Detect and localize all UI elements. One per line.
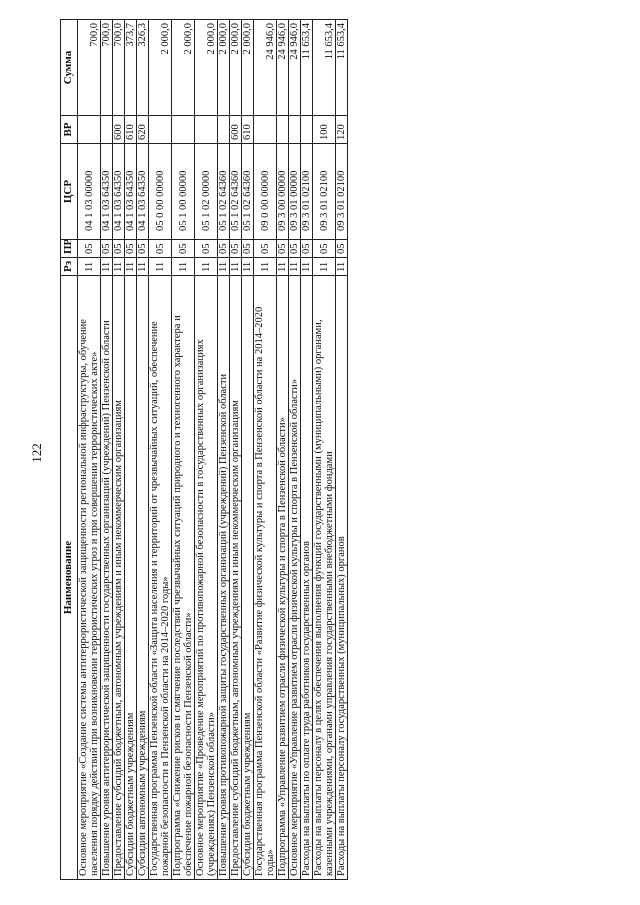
cell-sum: 24 946,0 <box>289 20 301 116</box>
cell-pr: 05 <box>313 240 336 258</box>
page-number: 122 <box>29 443 44 463</box>
cell-rz: 11 <box>78 258 101 276</box>
budget-table-wrapper <box>60 20 640 880</box>
cell-sum: 700,0 <box>78 20 101 116</box>
cell-pr: 05 <box>172 240 195 258</box>
cell-rz: 11 <box>113 258 125 276</box>
cell-name: Повышение уровня противопожарной защиты государственных организаций (учреждений) Пензенской области <box>218 276 230 880</box>
cell-csr: 05 1 02 64360 <box>230 144 242 240</box>
cell-rz: 11 <box>137 258 149 276</box>
cell-name: Основное мероприятие «Создание системы антитеррористической защищенности региональной инфраструктуры, обучение населения порядку действий при возникновении террористических угроз и при совершении террористических акте» <box>78 276 101 880</box>
cell-vr <box>195 116 218 144</box>
cell-vr: 600 <box>230 116 242 144</box>
cell-rz: 11 <box>230 258 242 276</box>
cell-pr: 05 <box>125 240 137 258</box>
header-rz: Рз <box>61 258 78 276</box>
cell-sum: 326,3 <box>137 20 149 116</box>
cell-name: Подпрограмма «Управление развитием отрасли физической культуры и спорта в Пензенской области» <box>277 276 289 880</box>
table-row <box>101 20 113 880</box>
cell-vr <box>289 116 301 144</box>
cell-name: Субсидии бюджетным учреждениям <box>125 276 137 880</box>
cell-sum: 2 000,0 <box>218 20 230 116</box>
cell-csr: 09 3 01 02100 <box>313 144 336 240</box>
cell-csr: 04 1 03 64350 <box>113 144 125 240</box>
cell-vr: 610 <box>125 116 137 144</box>
cell-csr: 09 0 00 00000 <box>254 144 277 240</box>
cell-vr <box>101 116 113 144</box>
cell-sum: 2 000,0 <box>242 20 254 116</box>
table-row <box>230 20 242 880</box>
cell-vr <box>149 116 172 144</box>
cell-csr: 09 3 01 00000 <box>289 144 301 240</box>
cell-rz: 11 <box>195 258 218 276</box>
cell-name: Основное мероприятие «Проведение мероприятий по противопожарной безопасности в государственных организациях (учреждениях) Пензенской области» <box>195 276 218 880</box>
cell-pr: 05 <box>218 240 230 258</box>
cell-csr: 05 1 02 00000 <box>195 144 218 240</box>
table-row <box>78 20 101 880</box>
cell-rz: 11 <box>289 258 301 276</box>
cell-rz: 11 <box>254 258 277 276</box>
cell-vr: 620 <box>137 116 149 144</box>
cell-name: Государственная программа Пензенской области «Развитие физической культуры и спорта в Пензенской области на 2014–2020 годы» <box>254 276 277 880</box>
cell-pr: 05 <box>149 240 172 258</box>
cell-pr: 05 <box>113 240 125 258</box>
cell-csr: 04 1 03 00000 <box>78 144 101 240</box>
cell-name: Предоставление субсидий бюджетным, автономным учреждениям и иным некоммерческим организациям <box>230 276 242 880</box>
cell-vr <box>78 116 101 144</box>
cell-vr <box>301 116 313 144</box>
cell-name: Повышение уровня антитеррористической защищенности государственных организаций (учреждений) Пензенской области <box>101 276 113 880</box>
cell-vr: 100 <box>313 116 336 144</box>
cell-rz: 11 <box>125 258 137 276</box>
cell-csr: 09 3 01 02100 <box>336 144 348 240</box>
cell-csr: 05 1 00 00000 <box>172 144 195 240</box>
cell-vr <box>218 116 230 144</box>
table-row <box>149 20 172 880</box>
cell-rz: 11 <box>313 258 336 276</box>
cell-name: Субсидии автономным учреждениям <box>137 276 149 880</box>
table-row <box>242 20 254 880</box>
cell-vr <box>254 116 277 144</box>
table-row <box>254 20 277 880</box>
table-row <box>195 20 218 880</box>
cell-name: Расходы на выплаты персоналу в целях обеспечения выполнения функций государственными (муниципальными) органами, казенными учреждениями, органами управления государственными внебюджетными фондами <box>313 276 336 880</box>
cell-pr: 05 <box>230 240 242 258</box>
cell-pr: 05 <box>137 240 149 258</box>
table-row <box>289 20 301 880</box>
cell-name: Основное мероприятие «Управление развитием отрасли физической культуры и спорта в Пензенской области» <box>289 276 301 880</box>
cell-rz: 11 <box>172 258 195 276</box>
cell-sum: 373,7 <box>125 20 137 116</box>
cell-sum: 2 000,0 <box>230 20 242 116</box>
cell-pr: 05 <box>277 240 289 258</box>
header-sum: Сумма <box>61 20 78 116</box>
cell-csr: 05 1 02 64360 <box>218 144 230 240</box>
table-row <box>137 20 149 880</box>
table-header-row <box>61 20 78 880</box>
cell-rz: 11 <box>101 258 113 276</box>
cell-csr: 04 1 03 64350 <box>101 144 113 240</box>
cell-pr: 05 <box>195 240 218 258</box>
cell-sum: 11 653,4 <box>336 20 348 116</box>
cell-sum: 24 946,0 <box>277 20 289 116</box>
cell-vr: 600 <box>113 116 125 144</box>
cell-name: Подпрограмма «Снижение рисков и смягчение последствий чрезвычайных ситуаций природного и техногенного характера и обеспечение пожарной безопасности Пензенской области» <box>172 276 195 880</box>
cell-rz: 11 <box>277 258 289 276</box>
table-row <box>218 20 230 880</box>
header-name: Наименование <box>61 276 78 880</box>
cell-csr: 05 0 00 00000 <box>149 144 172 240</box>
cell-vr: 610 <box>242 116 254 144</box>
cell-csr: 05 1 02 64360 <box>242 144 254 240</box>
cell-rz: 11 <box>301 258 313 276</box>
cell-csr: 09 3 01 02100 <box>301 144 313 240</box>
cell-rz: 11 <box>242 258 254 276</box>
cell-pr: 05 <box>254 240 277 258</box>
cell-csr: 04 1 03 64350 <box>125 144 137 240</box>
table-row <box>125 20 137 880</box>
cell-name: Расходы на выплаты по оплате труда работников государственных органов <box>301 276 313 880</box>
table-body <box>78 20 348 880</box>
header-csr: ЦСР <box>61 144 78 240</box>
cell-csr: 04 1 03 64350 <box>137 144 149 240</box>
cell-name: Предоставление субсидий бюджетным, автономным учреждениям и иным некоммерческим организациям <box>113 276 125 880</box>
cell-pr: 05 <box>336 240 348 258</box>
cell-rz: 11 <box>218 258 230 276</box>
table-row <box>113 20 125 880</box>
table-row <box>336 20 348 880</box>
cell-csr: 09 3 00 00000 <box>277 144 289 240</box>
header-pr: ПР <box>61 240 78 258</box>
rotated-page-content <box>60 20 640 880</box>
cell-sum: 2 000,0 <box>195 20 218 116</box>
cell-sum: 11 653,4 <box>301 20 313 116</box>
header-vr: ВР <box>61 116 78 144</box>
budget-table <box>60 19 348 880</box>
cell-sum: 700,0 <box>113 20 125 116</box>
cell-pr: 05 <box>78 240 101 258</box>
cell-name: Субсидии бюджетным учреждениям <box>242 276 254 880</box>
table-row <box>277 20 289 880</box>
cell-sum: 24 946,0 <box>254 20 277 116</box>
cell-pr: 05 <box>301 240 313 258</box>
cell-sum: 11 653,4 <box>313 20 336 116</box>
cell-sum: 2 000,0 <box>172 20 195 116</box>
table-row <box>313 20 336 880</box>
cell-sum: 700,0 <box>101 20 113 116</box>
cell-rz: 11 <box>336 258 348 276</box>
cell-vr <box>277 116 289 144</box>
cell-vr: 120 <box>336 116 348 144</box>
cell-name: Расходы на выплаты персоналу государственных (муниципальных) органов <box>336 276 348 880</box>
cell-rz: 11 <box>149 258 172 276</box>
cell-pr: 05 <box>289 240 301 258</box>
table-row <box>172 20 195 880</box>
cell-pr: 05 <box>101 240 113 258</box>
cell-name: Государственная программа Пензенской области «Защита населения и территорий от чрезвычайных ситуаций, обеспечение пожарной безопасности в Пензенской области на 2014–2020 годы» <box>149 276 172 880</box>
cell-sum: 2 000,0 <box>149 20 172 116</box>
cell-vr <box>172 116 195 144</box>
table-row <box>301 20 313 880</box>
cell-pr: 05 <box>242 240 254 258</box>
